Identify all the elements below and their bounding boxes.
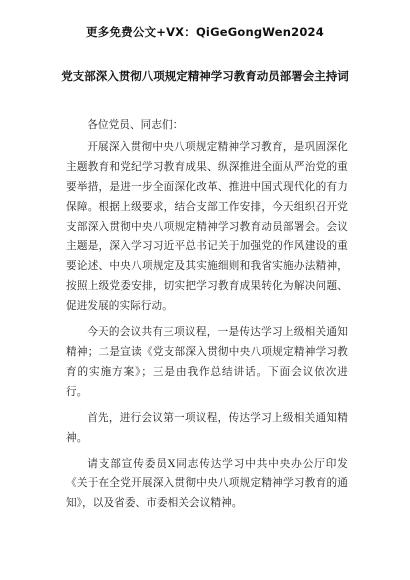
body-paragraph: 首先，进行会议第一项议程，传达学习上级相关通知精神。: [66, 411, 348, 444]
body-paragraph: 请支部宣传委员X同志传达学习中共中央办公厅印发《关于在全党开展深入贯彻中央八项规定精神学习教育的通知》，以及省委、市委相关会议精神。: [66, 457, 348, 510]
body-paragraph: 今天的会议共有三项议程，一是传达学习上级相关通知精神；二是宣读《党支部深入贯彻中央八项规定精神学习教育的实施方案》；三是由我作总结讲话。下面会议依次进行。: [66, 326, 348, 398]
body-paragraph: 开展深入贯彻中央八项规定精神学习教育，是巩固深化主题教育和党纪学习教育成果、纵深推进全面从严治党的重要举措，是进一步全面深化改革、推进中国式现代化的有力保障。根据上级要求，结合支部工作安排，今天组织召开党支部深入贯彻中央八项规定精神学习教育动员部署会。会议主题是，深入学习习近平总书记关于加强党的作风建设的重要论述、中央八项规定及其实施细则和我省实施办法精神，按照上级党委安排，切实把学习教育成果转化为解决问题、促进发展的实际行动。: [66, 140, 348, 313]
salutation-paragraph: 各位党员、同志们：: [87, 119, 184, 131]
document-body: [66, 116, 348, 520]
header-note: 更多免费公文+VX：QiGeGongWen2024: [86, 25, 324, 39]
document-title: 党支部深入贯彻八项规定精神学习教育动员部署会主持词: [61, 69, 349, 83]
